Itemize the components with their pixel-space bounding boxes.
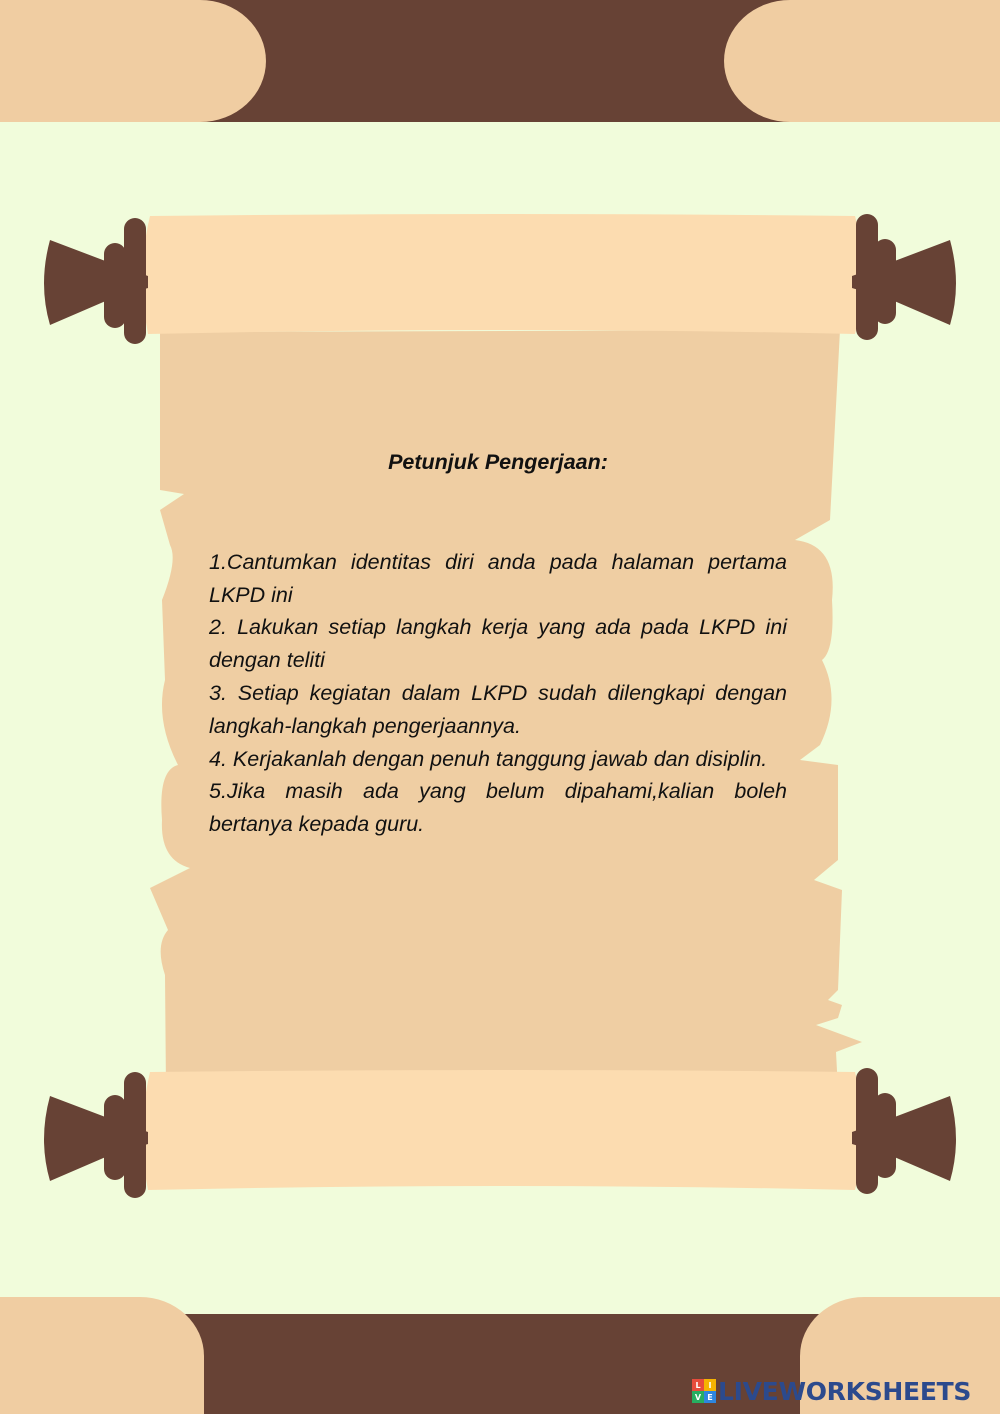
bottom-right-handle bbox=[852, 1068, 956, 1194]
top-left-tab bbox=[0, 0, 266, 122]
liveworksheets-logo bbox=[692, 1374, 971, 1408]
badge-letter: V bbox=[692, 1391, 704, 1403]
liveworksheets-wordmark: LIVEWORKSHEETS bbox=[718, 1376, 972, 1406]
bottom-left-tab bbox=[0, 1297, 204, 1414]
bottom-roll bbox=[142, 1070, 862, 1190]
instruction-item-2: 2. Lakukan setiap langkah kerja yang ada pada LKPD ini dengan teliti bbox=[209, 615, 787, 673]
top-right-tab bbox=[724, 0, 1000, 122]
liveworksheets-badge-icon bbox=[692, 1379, 716, 1403]
instruction-item-3: 3. Setiap kegiatan dalam LKPD sudah dilengkapi dengan langkah-langkah pengerjaannya. bbox=[209, 680, 787, 738]
instruction-item-4: 4. Kerjakanlah dengan penuh tanggung jawab dan disiplin. bbox=[209, 746, 768, 771]
top-left-handle bbox=[44, 218, 148, 344]
top-right-handle bbox=[852, 214, 956, 340]
badge-letter: I bbox=[704, 1379, 716, 1391]
instructions-title: Petunjuk Pengerjaan: bbox=[388, 450, 608, 474]
badge-letter: E bbox=[704, 1391, 716, 1403]
badge-letter: L bbox=[692, 1379, 704, 1391]
top-roll bbox=[142, 214, 862, 334]
instruction-item-1: 1.Cantumkan identitas diri anda pada halaman pertama LKPD ini bbox=[209, 549, 787, 607]
instructions-text bbox=[209, 446, 787, 841]
instruction-item-5: 5.Jika masih ada yang belum dipahami,kalian boleh bertanya kepada guru. bbox=[209, 779, 787, 837]
bottom-left-handle bbox=[44, 1072, 148, 1198]
